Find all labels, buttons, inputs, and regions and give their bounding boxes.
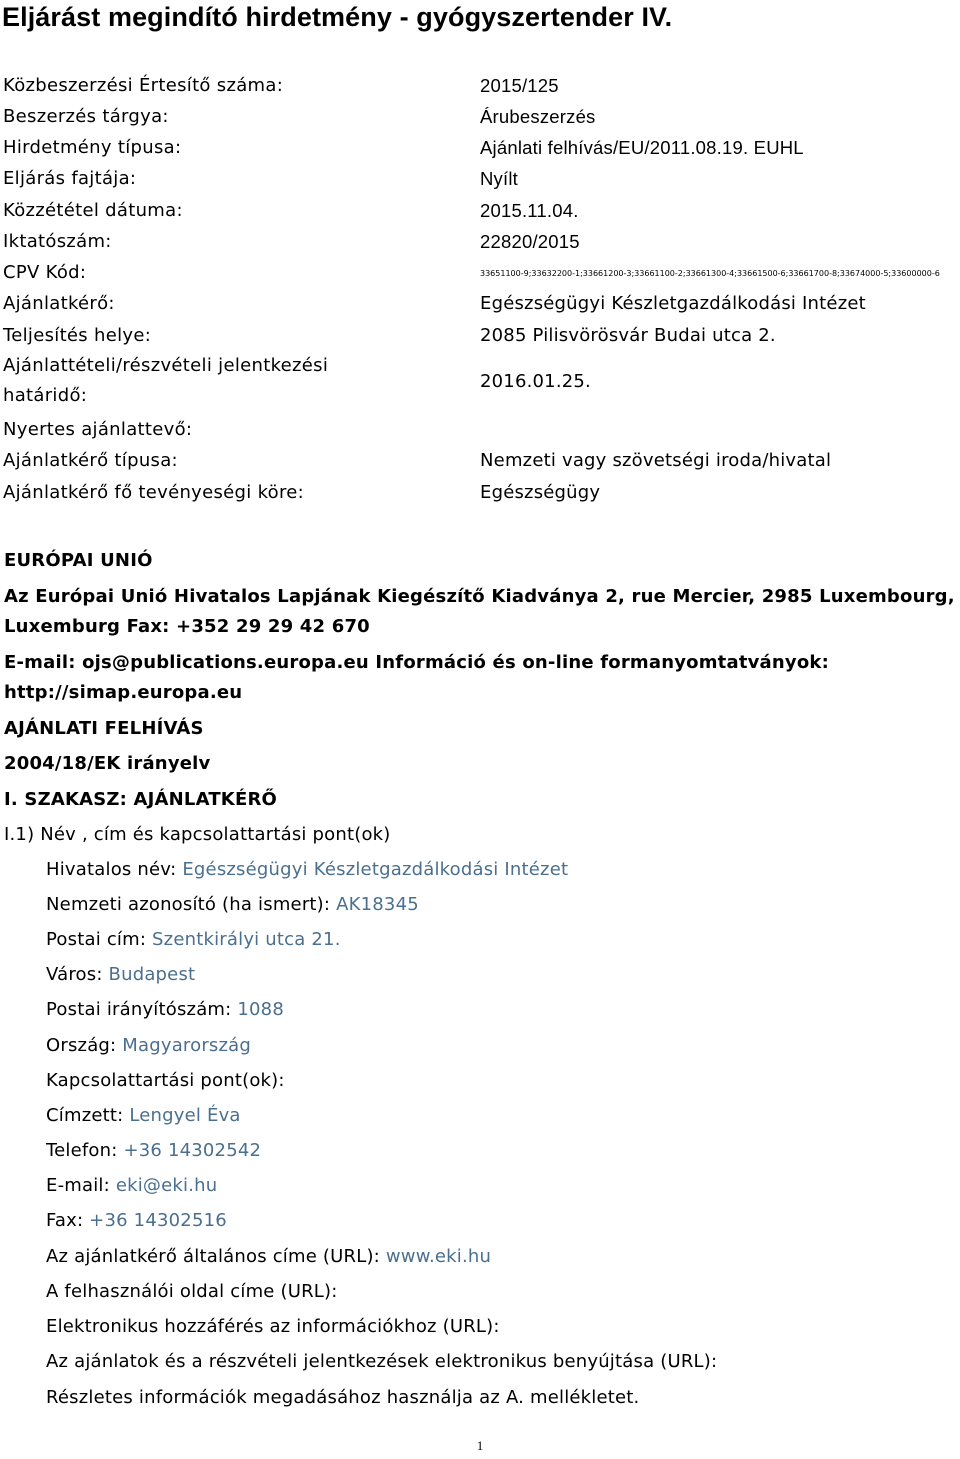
eu-heading: EURÓPAI UNIÓ [4,550,153,571]
summary-label: CPV Kód: [3,262,87,283]
summary-row-ajanlatkero-tipusa [0,445,960,476]
summary-row-hirdetmeny-tipusa [0,132,960,163]
detail-value: Magyarország [122,1035,252,1056]
detail-label: Postai irányítószám: [46,999,238,1020]
detail-iranyitoszam [46,994,284,1025]
summary-row-tevekenysegi-kor [0,477,960,508]
detail-felhasznaloi-oldal [46,1276,338,1307]
detail-label: Az ajánlatkérő általános címe (URL): [46,1246,386,1267]
summary-label: Teljesítés helye: [3,325,152,346]
summary-value: Árubeszerzés [480,106,596,127]
summary-value: 2085 Pilisvörösvár Budai utca 2. [480,325,776,346]
detail-orszag [46,1030,251,1061]
summary-label-line2: határidő: [3,385,88,406]
detail-label: A felhasználói oldal címe (URL): [46,1281,338,1302]
detail-kapcsolattartasi-pont [46,1065,285,1096]
detail-value: Egészségügyi Készletgazdálkodási Intézet [182,859,569,880]
summary-label: Közzététel dátuma: [3,200,183,221]
eu-address-line1: Az Európai Unió Hivatalos Lapjának Kiegészítő Kiadványa 2, rue Mercier, 2985 Luxembourg, [4,586,955,607]
summary-label-line1: Ajánlattételi/részvételi jelentkezési [3,355,329,376]
summary-value: 2015.11.04. [480,200,579,221]
summary-row-kozbeszerzesi-ertesito [0,70,960,101]
detail-elektronikus-benyujtas [46,1346,717,1377]
detail-reszletes-informaciok [46,1382,639,1413]
summary-label [3,351,328,411]
summary-label: Ajánlatkérő fő tevényeségi köre: [3,482,305,503]
detail-label: Elektronikus hozzáférés az információkhoz (URL): [46,1316,500,1337]
detail-email [46,1170,217,1201]
eu-contact-line1: E-mail: ojs@publications.europa.eu Információ és on-line formanyomtatványok: [4,652,829,673]
summary-row-hatarido [0,351,960,413]
summary-row-nyertes-ajanlattevo [0,414,960,445]
summary-row-cpv-kod [0,257,960,288]
detail-value: +36 14302516 [89,1210,227,1231]
summary-label: Közbeszerzési Értesítő száma: [3,75,284,96]
detail-label: Postai cím: [46,929,153,950]
detail-label: Címzett: [46,1105,130,1126]
summary-row-beszerzes-targya [0,101,960,132]
summary-label: Nyertes ajánlattevő: [3,419,193,440]
summary-value: 2015/125 [480,75,559,96]
detail-label: Részletes információk megadásához használja az A. mellékletet. [46,1387,640,1408]
page-number: 1 [476,1438,484,1453]
detail-label: Fax: [46,1210,90,1231]
detail-value: www.eki.hu [385,1246,492,1267]
detail-value: Budapest [108,964,196,985]
detail-nemzeti-azonosito [46,889,419,920]
eu-address-line2: Luxemburg Fax: +352 29 29 42 670 [4,616,370,637]
notice-title: AJÁNLATI FELHÍVÁS [4,718,204,739]
detail-value: +36 14302542 [123,1140,262,1161]
detail-label: Város: [46,964,109,985]
detail-value: Szentkirályi utca 21. [152,929,341,950]
subsection-heading: I.1) Név , cím és kapcsolattartási pont(ok) [4,824,391,845]
summary-label: Eljárás fajtája: [3,168,137,189]
detail-label: E-mail: [46,1175,116,1196]
summary-value: 22820/2015 [480,231,580,252]
summary-label: Ajánlatkérő: [3,293,115,314]
detail-elektronikus-hozzaferes [46,1311,500,1342]
detail-altalanos-cim [46,1241,491,1272]
summary-value: Ajánlati felhívás/EU/2011.08.19. EUHL [480,137,804,158]
summary-row-eljaras-fajtaja [0,163,960,194]
detail-value: AK18345 [336,894,419,915]
detail-cimzett [46,1100,241,1131]
summary-value: Nyílt [480,168,518,189]
detail-varos [46,959,195,990]
summary-value: Egészségügy [480,482,601,503]
summary-row-teljesites-helye [0,320,960,351]
page-title: Eljárást megindító hirdetmény - gyógyszertender IV. [2,2,673,32]
detail-label: Ország: [46,1035,123,1056]
summary-label: Hirdetmény típusa: [3,137,182,158]
summary-row-ajanlatkero [0,288,960,319]
detail-label: Az ajánlatok és a részvételi jelentkezések elektronikus benyújtása (URL): [46,1351,718,1372]
detail-value: eki@eki.hu [115,1175,218,1196]
detail-label: Kapcsolattartási pont(ok): [46,1070,285,1091]
detail-label: Telefon: [46,1140,124,1161]
detail-telefon [46,1135,261,1166]
summary-value: Egészségügyi Készletgazdálkodási Intézet [480,293,866,314]
directive: 2004/18/EK irányelv [4,753,211,774]
summary-row-iktatoszam [0,226,960,257]
summary-value-cpv: 33651100-9;33632200-1;33661200-3;33661100-2;33661300-4;33661500-6;33661700-8;33674000-5;33600000-6 [480,269,940,278]
eu-contact-line2: http://simap.europa.eu [4,682,243,703]
summary-row-kozzetetel-datuma [0,195,960,226]
detail-value: Lengyel Éva [129,1105,241,1126]
detail-label: Nemzeti azonosító (ha ismert): [46,894,337,915]
detail-label: Hivatalos név: [46,859,183,880]
summary-label: Ajánlatkérő típusa: [3,450,178,471]
summary-label: Iktatószám: [3,231,112,252]
detail-postai-cim [46,924,341,955]
summary-label: Beszerzés tárgya: [3,106,169,127]
detail-value: 1088 [237,999,284,1020]
summary-value: 2016.01.25. [480,371,591,392]
summary-value: Nemzeti vagy szövetségi iroda/hivatal [480,450,832,471]
section-heading: I. SZAKASZ: AJÁNLATKÉRŐ [4,789,278,810]
detail-hivatalos-nev [46,854,568,885]
detail-fax [46,1205,227,1236]
